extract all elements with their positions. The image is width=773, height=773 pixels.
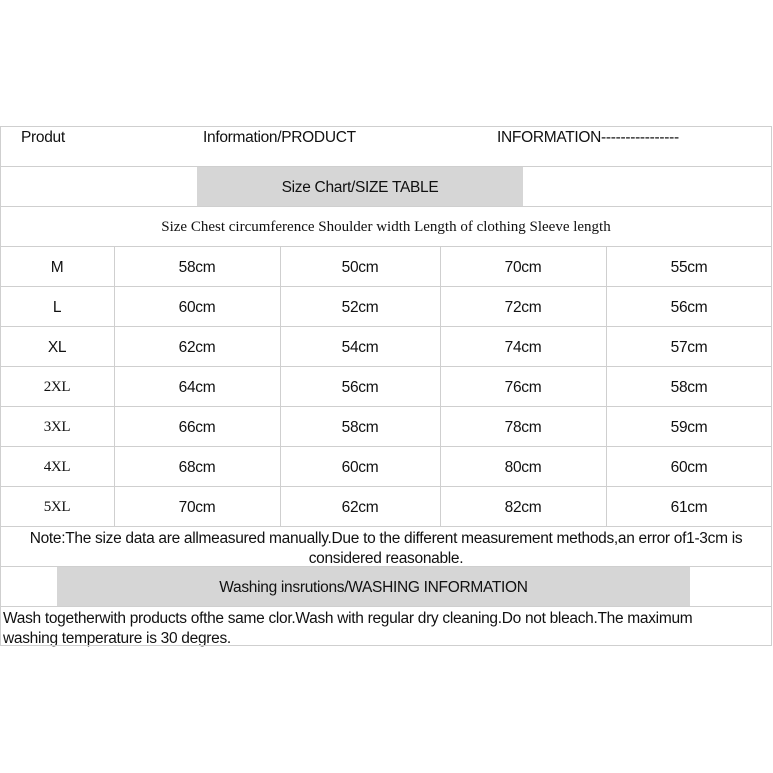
chest-cell: 70cm [178, 499, 216, 516]
size-cell: 3XL [43, 419, 71, 435]
length-cell: 76cm [504, 379, 542, 396]
size-cell: M [50, 259, 64, 276]
length-cell: 70cm [504, 259, 542, 276]
size-cell: 5XL [43, 499, 71, 515]
sleeve-cell: 61cm [670, 499, 708, 516]
length-cell: 82cm [504, 499, 542, 516]
size-chart-title: Size Chart/SIZE TABLE [281, 179, 439, 196]
size-cell: 2XL [43, 379, 71, 395]
note-row [0, 526, 772, 566]
header-information-label: Information/PRODUCT [203, 129, 356, 146]
sleeve-cell: 55cm [670, 259, 708, 276]
note-line-1: Note:The size data are allmeasured manually.Due to the different measurement methods,an error of1-3cm is [29, 530, 743, 547]
washing-line-2: washing temperature is 30 degres. [3, 630, 231, 647]
table-row [0, 246, 772, 286]
shoulder-cell: 54cm [341, 339, 379, 356]
chest-cell: 58cm [178, 259, 216, 276]
grid-line-4 [606, 246, 607, 526]
size-cell: L [52, 299, 62, 316]
header-row [0, 126, 772, 166]
shoulder-cell: 62cm [341, 499, 379, 516]
table-row [0, 406, 772, 446]
shoulder-cell: 58cm [341, 419, 379, 436]
table-row [0, 486, 772, 526]
sleeve-cell: 60cm [670, 459, 708, 476]
length-cell: 80cm [504, 459, 542, 476]
washing-title: Washing insrutions/WASHING INFORMATION [219, 579, 528, 596]
washing-text-row [0, 606, 772, 646]
note-line-2: considered reasonable. [308, 550, 464, 567]
washing-line-1: Wash togetherwith products ofthe same clor.Wash with regular dry cleaning.Do not bleach.The maximum [3, 610, 693, 627]
grid-line-3 [440, 246, 441, 526]
shoulder-cell: 50cm [341, 259, 379, 276]
size-chart-title-row [0, 166, 772, 206]
length-cell: 72cm [504, 299, 542, 316]
chest-cell: 62cm [178, 339, 216, 356]
shoulder-cell: 56cm [341, 379, 379, 396]
table-row [0, 366, 772, 406]
length-cell: 78cm [504, 419, 542, 436]
size-cell: XL [47, 339, 67, 356]
shoulder-cell: 52cm [341, 299, 379, 316]
chest-cell: 60cm [178, 299, 216, 316]
sleeve-cell: 58cm [670, 379, 708, 396]
chest-cell: 68cm [178, 459, 216, 476]
grid-line-2 [280, 246, 281, 526]
length-cell: 74cm [504, 339, 542, 356]
sleeve-cell: 56cm [670, 299, 708, 316]
table-row [0, 446, 772, 486]
shoulder-cell: 60cm [341, 459, 379, 476]
chest-cell: 66cm [178, 419, 216, 436]
header-information-dashes: INFORMATION---------------- [497, 129, 679, 146]
sleeve-cell: 57cm [670, 339, 708, 356]
grid-line-1 [114, 246, 115, 526]
column-labels-row [0, 206, 772, 246]
table-row [0, 326, 772, 366]
chest-cell: 64cm [178, 379, 216, 396]
washing-title-row [0, 566, 772, 606]
column-labels: Size Chest circumference Shoulder width Length of clothing Sleeve length [161, 219, 611, 235]
size-information-sheet [0, 126, 773, 646]
header-product-label: Produt [21, 129, 65, 146]
sleeve-cell: 59cm [670, 419, 708, 436]
size-cell: 4XL [43, 459, 71, 475]
table-row [0, 286, 772, 326]
